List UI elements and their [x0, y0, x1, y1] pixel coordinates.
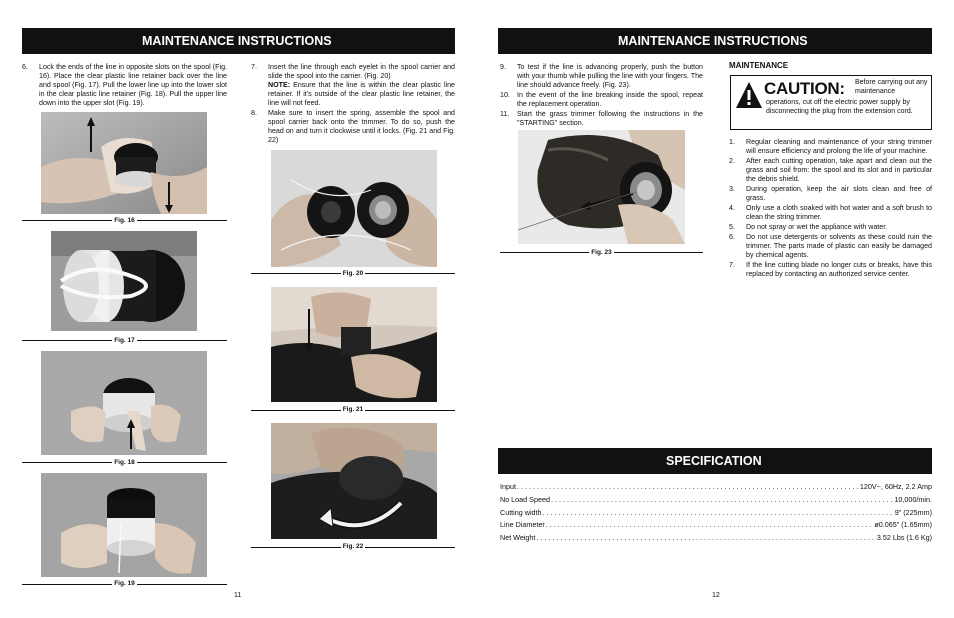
caution-text-1: Before carrying out any maintenance [855, 79, 928, 95]
fig19-photo [41, 473, 207, 577]
spec-row-net-weight: Net Weight . . . 3.52 Lbs (1.6 Kg) [500, 533, 932, 542]
spec-row-line-diameter: Line Diameter . . . ø0.065" (1.65mm) [500, 520, 932, 529]
fig23-caption: Fig. 23 [591, 249, 612, 256]
left-page-header-title: MAINTENANCE INSTRUCTIONS [142, 34, 332, 48]
maint-step-3: 3. During operation, keep the air slots clean and free of grass. [729, 185, 932, 202]
fig23-photo [518, 130, 685, 244]
maint-step-6: 6. Do not use detergents or solvents as these could ruin the trimmer. The parts made of plastic can easily be damaged by chemical agents. [729, 233, 932, 259]
maintenance-subhead: MAINTENANCE [729, 61, 789, 70]
maint-step-2: 2. After each cutting operation, take apart and clean out the grass and soil from: the spool and its slot and in particular the debris shield. [729, 157, 932, 183]
specification-header [498, 448, 932, 474]
right-col1-steps [500, 63, 703, 129]
step-9: 9. To test if the line is advancing properly, push the button with your thumb while pulling the line with your fingers. The line should advance freely. (Fig. 23). [500, 63, 703, 89]
specification-header-title: SPECIFICATION [666, 454, 762, 468]
fig20-caption: Fig. 20 [342, 270, 364, 277]
fig22-photo [271, 423, 437, 539]
step-6: 6. Lock the ends of the line in opposite slots on the spool (Fig. 16). Place the clear plastic line retainer back over the line and spool (Fig. 17). Pull the lower line up into the lower slot in the clear plastic line retainer (Fig. 18). Pull the upper line down into the upper slot (Fig. 19). [22, 63, 227, 107]
fig21-photo [271, 287, 437, 402]
page-number-12: 12 [712, 592, 720, 599]
warning-icon [735, 81, 763, 109]
step-7: 7. Insert the line through each eyelet in the spool carrier and slide the spool into the carrier. (Fig. 20) NOTE: Ensure that the line is within the clear plastic line retainer. If it's outside of the clear plastic line retainer, the line will not feed. [251, 63, 455, 107]
left-col2-steps [251, 63, 455, 146]
right-page-header [498, 28, 932, 54]
note-text: Ensure that the line is within the clear plastic line retainer. If it's outside of the clear plastic line retainer, the line will not feed. [268, 81, 455, 107]
fig17-caption: Fig. 17 [114, 337, 135, 344]
fig16-caption: Fig. 16 [114, 217, 135, 224]
step-11: 11. Start the grass trimmer following the instructions in the "STARTING" section. [500, 110, 703, 127]
fig17-photo [51, 231, 197, 331]
fig22-caption: Fig. 22 [342, 543, 364, 550]
note-label: NOTE: [268, 81, 291, 89]
maintenance-steps [729, 138, 932, 280]
left-col1-steps [22, 63, 227, 109]
fig20-photo [271, 150, 437, 267]
fig19-caption: Fig. 19 [114, 580, 135, 587]
caution-text-2: operations, cut off the electric power supply by disconnecting the plug from the extension cord. [766, 99, 913, 115]
spec-row-input: Input . . . 120V~, 60Hz, 2.2 Amp [500, 482, 932, 491]
step-8: 8. Make sure to insert the spring, assemble the spool and spool carrier back onto the trimmer. To do so, push the head on and turn it clockwise until it locks. (Fig. 21 and Fig. 22) [251, 109, 455, 144]
fig16-photo [41, 112, 207, 214]
right-page-header-title: MAINTENANCE INSTRUCTIONS [618, 34, 808, 48]
spec-row-speed: No Load Speed . . . 10,000/min. [500, 495, 932, 504]
maint-step-7: 7. If the line cutting blade no longer cuts or breaks, have this replaced by contacting an authorized service center. [729, 261, 932, 278]
step-10: 10. In the event of the line breaking inside the spool, repeat the replacement operation. [500, 91, 703, 108]
maint-step-1: 1. Regular cleaning and maintenance of your string trimmer will ensure efficiency and prolong the life of your machine. [729, 138, 932, 155]
maint-step-5: 5. Do not spray or wet the appliance with water. [729, 223, 888, 231]
caution-box [730, 75, 932, 130]
left-page-header [22, 28, 455, 54]
maint-step-4: 4. Only use a cloth soaked with hot water and a soft brush to clean the string trimmer. [729, 204, 932, 221]
fig18-caption: Fig. 18 [114, 459, 135, 466]
fig18-photo [41, 351, 207, 455]
page-number-11: 11 [234, 592, 242, 599]
spec-row-cutting-width: Cutting width . . . 9" (225mm) [500, 508, 932, 517]
caution-word: CAUTION: [764, 79, 845, 98]
fig21-caption: Fig. 21 [342, 406, 364, 413]
